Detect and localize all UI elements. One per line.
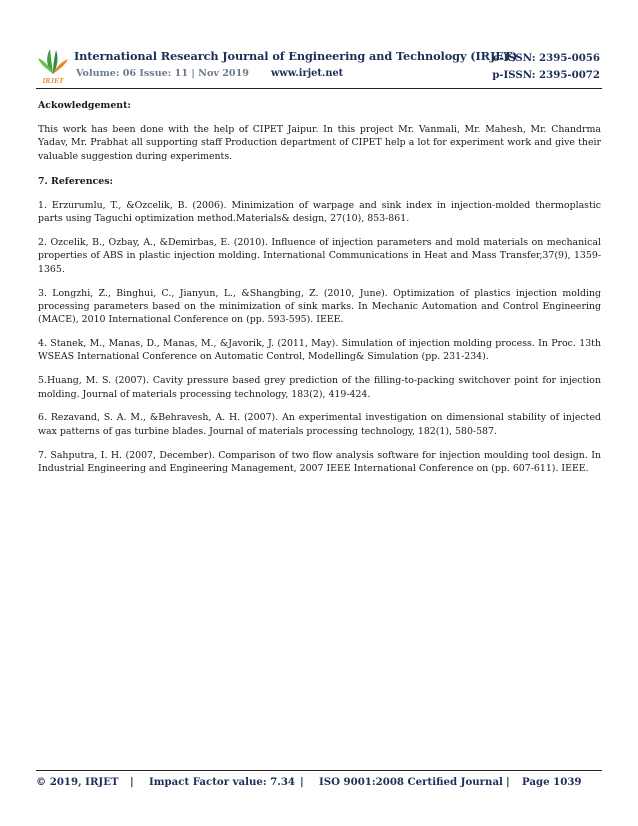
footer-separator: | xyxy=(300,776,304,788)
volume-issue: Volume: 06 Issue: 11 | Nov 2019 xyxy=(76,68,249,79)
page-content xyxy=(38,99,601,486)
website-link[interactable]: www.irjet.net xyxy=(271,68,344,79)
reference-item: 4. Stanek, M., Manas, D., Manas, M., &Javorik, J. (2011, May). Simulation of injection molding process. In Proc. 13th WSEAS International Conference on Automatic Control, Modelling& Simulation (pp. 231-234). xyxy=(38,338,601,363)
acknowledgement-text: This work has been done with the help of CIPET Jaipur. In this project Mr. Vanmali, Mr. Mahesh, Mr. Chandrma Yadav, Mr. Prabhat all supporting staff Production department of CIPET help a lot for experiment work and give their valuable suggestion during experiments. xyxy=(38,124,601,162)
footer-divider xyxy=(36,770,602,771)
acknowledgement-heading: Ackowledgement: xyxy=(38,100,131,111)
reference-item: 2. Ozcelik, B., Ozbay, A., &Demirbas, E. (2010). Influence of injection parameters and mold materials on mechanical properties of ABS in plastic injection molding. International Communications in Heat and Mass Transfer,37(9), 1359-1365. xyxy=(38,237,601,275)
reference-item: 7. Sahputra, I. H. (2007, December). Comparison of two flow analysis software for injection moulding tool design. In Industrial Engineering and Engineering Management, 2007 IEEE International Conference on (pp. 607-611). IEEE. xyxy=(38,449,601,474)
footer-impact-factor: Impact Factor value: 7.34 xyxy=(149,776,296,788)
header-divider xyxy=(36,88,602,89)
footer-separator: | xyxy=(130,776,134,788)
reference-item: 5.Huang, M. S. (2007). Cavity pressure based grey prediction of the filling-to-packing switchover point for injection molding. Journal of materials processing technology, 183(2), 419-424. xyxy=(38,375,601,400)
logo-text: IRJET xyxy=(42,76,64,84)
journal-title: International Research Journal of Engineering and Technology (IRJET) xyxy=(74,49,518,63)
pissn: p-ISSN: 2395-0072 xyxy=(492,69,600,81)
irjet-logo xyxy=(36,44,70,84)
footer-iso: ISO 9001:2008 Certified Journal xyxy=(319,776,503,788)
references-heading: 7. References: xyxy=(38,175,113,187)
footer-copyright: © 2019, IRJET xyxy=(36,776,119,788)
reference-item: 3. Longzhi, Z., Binghui, C., Jianyun, L., &Shangbing, Z. (2010, June). Optimization of plastics injection molding processing parameters based on the minimization of sink marks. In Mechanic Automation and Control Engineering (MACE), 2010 International Conference on (pp. 593-595). IEEE. xyxy=(38,287,601,326)
reference-item: 6. Rezavand, S. A. M., &Behravesh, A. H. (2007). An experimental investigation on dimensional stability of injected wax patterns of gas turbine blades. Journal of materials processing technology, 182(1), 580-587. xyxy=(38,412,601,437)
reference-item: 1. Erzurumlu, T., &Ozcelik, B. (2006). Minimization of warpage and sink index in injection-molded thermoplastic parts using Taguchi optimization method.Materials& design, 27(10), 853-861. xyxy=(38,199,601,225)
references-list xyxy=(38,199,601,475)
footer-separator: | xyxy=(506,776,510,788)
footer-page-number: Page 1039 xyxy=(522,776,582,788)
eissn: e-ISSN: 2395-0056 xyxy=(492,52,600,64)
